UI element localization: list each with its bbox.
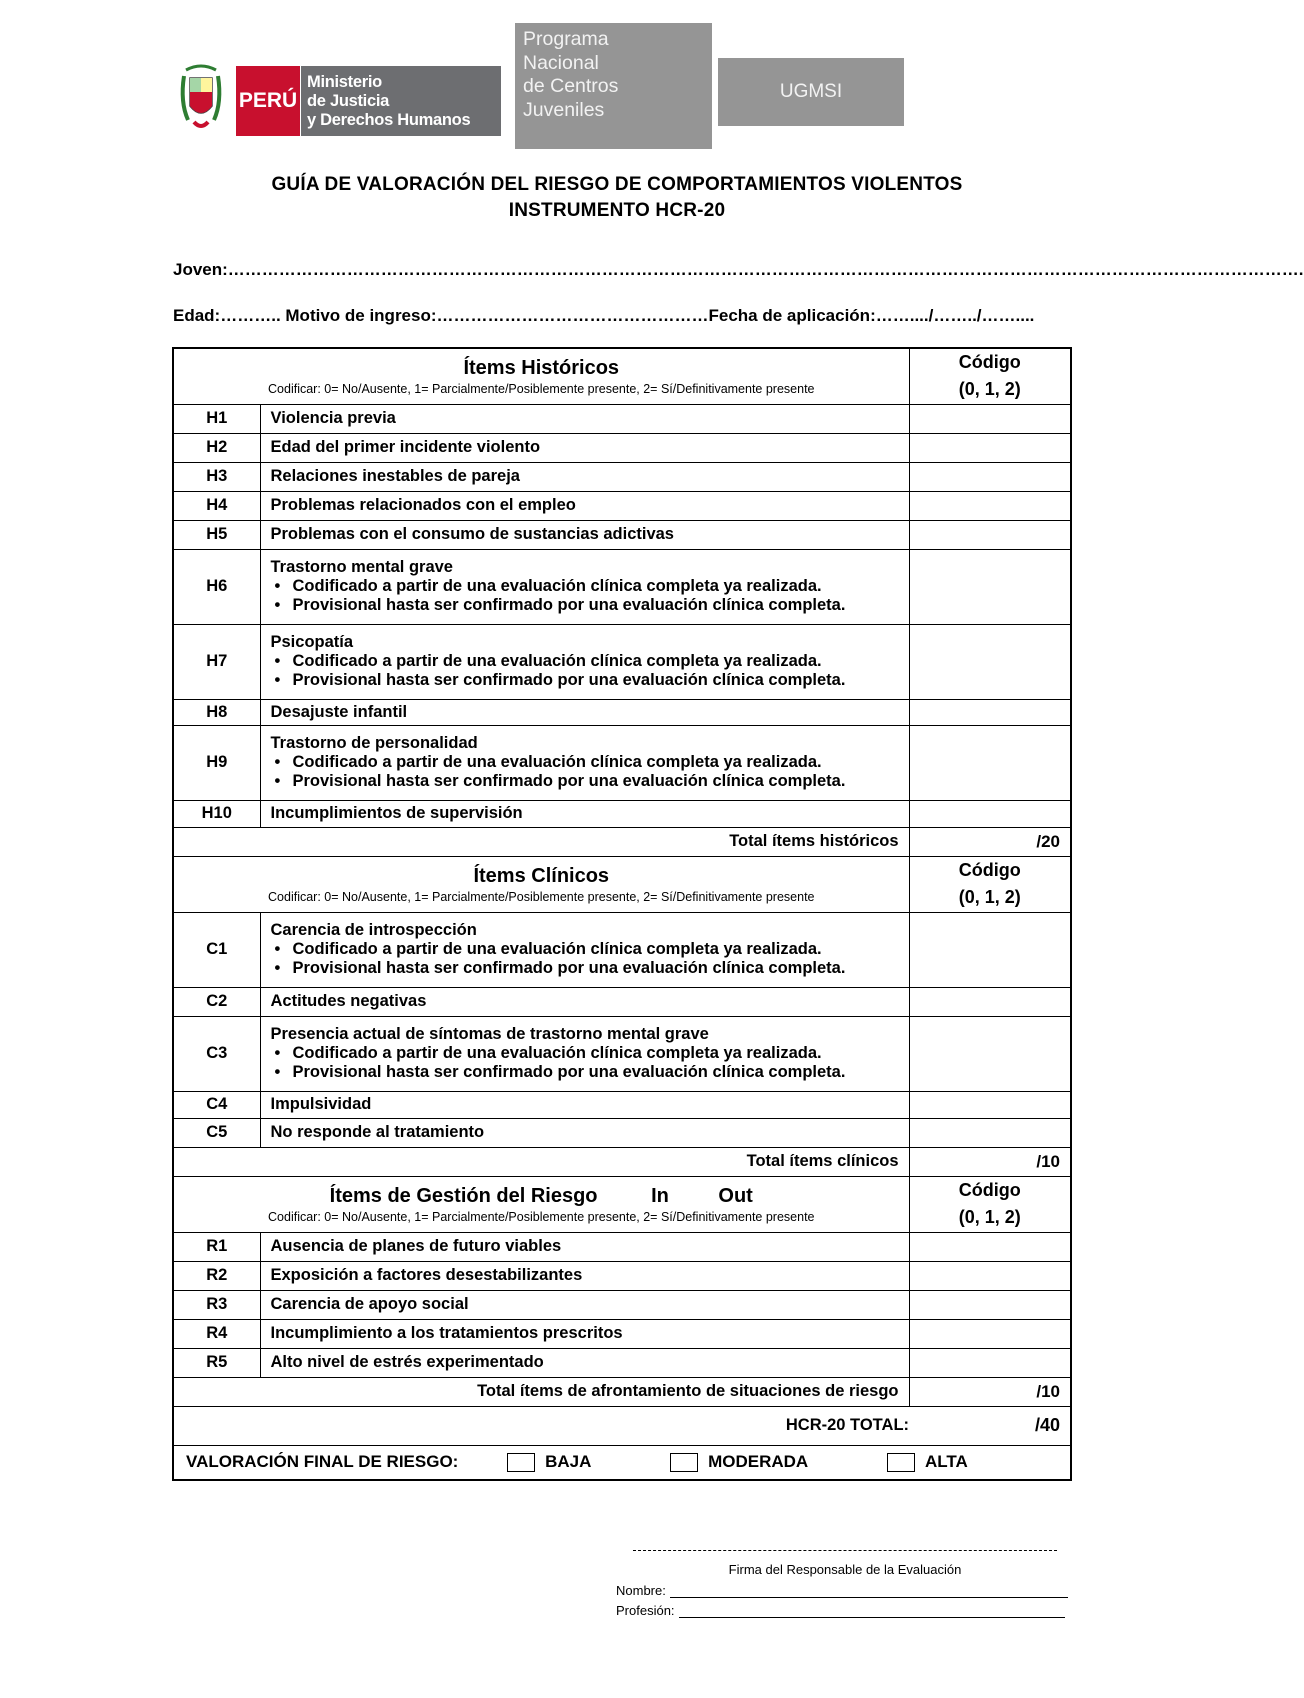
table-row [173,1319,1071,1348]
item-code: R3 [173,1290,260,1319]
profession-input-line[interactable] [679,1604,1065,1618]
table-row [173,624,1071,699]
total-value[interactable]: /10 [909,1377,1071,1406]
table-row [173,1232,1071,1261]
code-column-header: Código [958,1180,1021,1200]
coding-instructions: Codificar: 0= No/Ausente, 1= Parcialmente/Posiblemente presente, 2= Sí/Definitivamente presente [268,890,815,904]
out-label: Out [718,1185,753,1207]
bullet-item: • Codificado a partir de una evaluación clínica completa ya realizada. [271,940,899,959]
section-title: Ítems de Gestión del Riesgo [329,1185,598,1207]
total-row-riesgo [173,1377,1071,1406]
table-row [173,1118,1071,1147]
bullet-item: • Codificado a partir de una evaluación clínica completa ya realizada. [271,753,899,772]
rating-option-baja[interactable] [507,1452,591,1472]
name-input-line[interactable] [670,1584,1068,1598]
item-code: H2 [173,433,260,462]
rating-option-label: ALTA [924,1452,968,1472]
item-description: Edad del primer incidente violento [260,433,909,462]
score-cell[interactable] [909,1261,1071,1290]
item-code: H6 [173,549,260,624]
grand-total-value[interactable]: /40 [909,1406,1071,1445]
score-cell[interactable] [909,549,1071,624]
item-description: Carencia de introspección [270,921,477,939]
item-description: No responde al tratamiento [260,1118,909,1147]
table-row [173,462,1071,491]
ministry-line-1: Ministerio [307,73,382,91]
item-description: Impulsividad [260,1091,909,1118]
score-cell[interactable] [909,462,1071,491]
table-row [173,404,1071,433]
final-rating-label: VALORACIÓN FINAL DE RIESGO: [186,1452,459,1472]
item-code: C5 [173,1118,260,1147]
item-code: H3 [173,462,260,491]
edad-motivo-fecha-field[interactable]: Edad:……….. Motivo de ingreso:…………………………………………Fecha de aplicación:……..../……../…….... [173,306,1035,325]
rating-option-label: MODERADA [708,1452,809,1472]
document-header [0,0,1200,160]
item-code: H4 [173,491,260,520]
grand-total-label: HCR-20 TOTAL: [173,1406,909,1445]
item-description: Relaciones inestables de pareja [260,462,909,491]
score-cell[interactable] [909,491,1071,520]
checkbox[interactable] [507,1453,535,1472]
item-description: Actitudes negativas [260,987,909,1016]
coding-instructions: Codificar: 0= No/Ausente, 1= Parcialmente/Posiblemente presente, 2= Sí/Definitivamente presente [268,382,815,397]
document-title: GUÍA DE VALORACIÓN DEL RIESGO DE COMPORTAMIENTOS VIOLENTOS [271,174,963,195]
table-row [173,800,1071,827]
table-row [173,1348,1071,1377]
score-cell[interactable] [909,1091,1071,1118]
item-description: Presencia actual de síntomas de trastorno mental grave [270,1025,709,1043]
item-description: Carencia de apoyo social [260,1290,909,1319]
total-row-historicos [173,827,1071,856]
score-cell[interactable] [909,520,1071,549]
item-code: R2 [173,1261,260,1290]
document-subtitle: INSTRUMENTO HCR-20 [508,200,726,221]
item-description: Psicopatía [270,633,354,651]
total-row-clinicos [173,1147,1071,1176]
score-cell[interactable] [909,912,1071,987]
score-cell[interactable] [909,1319,1071,1348]
rating-option-moderada[interactable] [670,1452,808,1472]
name-label: Nombre: [616,1583,666,1598]
item-description: Trastorno de personalidad [270,734,478,752]
score-cell[interactable] [909,800,1071,827]
profession-field [616,1603,1065,1618]
table-row [173,1016,1071,1091]
bullet-item: • Provisional hasta ser confirmado por una evaluación clínica completa. [271,772,899,791]
score-cell[interactable] [909,987,1071,1016]
ministry-line-2: de Justicia [307,92,389,110]
section-header-historicos [173,348,1071,404]
section-title: Ítems Clínicos [473,865,610,887]
item-description: Trastorno mental grave [270,558,453,576]
peru-label: PERÚ [236,66,300,136]
program-box [515,23,712,149]
ministry-line-3: y Derechos Humanos [307,111,471,129]
score-cell[interactable] [909,404,1071,433]
table-row [173,699,1071,725]
code-column-header: Código [958,352,1021,373]
coding-instructions: Codificar: 0= No/Ausente, 1= Parcialmente/Posiblemente presente, 2= Sí/Definitivamente presente [268,1210,815,1224]
item-description: Problemas con el consumo de sustancias adictivas [260,520,909,549]
section-header-clinicos [173,856,1071,912]
in-label: In [651,1185,669,1207]
table-row [173,1290,1071,1319]
ministry-logo-text [301,66,501,136]
table-row [173,433,1071,462]
item-description: Alto nivel de estrés experimentado [260,1348,909,1377]
score-cell[interactable] [909,1118,1071,1147]
signature-line[interactable] [633,1550,1057,1551]
code-range: (0, 1, 2) [958,379,1021,400]
total-label: Total ítems históricos [173,827,909,856]
name-field [616,1583,1068,1598]
bullet-item: • Provisional hasta ser confirmado por una evaluación clínica completa. [271,671,899,690]
signature-caption: Firma del Responsable de la Evaluación [728,1562,962,1577]
item-description: Incumplimiento a los tratamientos prescritos [260,1319,909,1348]
item-code: R5 [173,1348,260,1377]
item-code: H7 [173,624,260,699]
evaluation-table [172,347,1072,1481]
bullet-item: • Provisional hasta ser confirmado por una evaluación clínica completa. [271,596,899,615]
checkbox[interactable] [887,1453,915,1472]
item-code: C1 [173,912,260,987]
program-line-4: Juveniles [523,98,605,121]
section-header-riesgo [173,1176,1071,1232]
total-value[interactable]: /10 [909,1147,1071,1176]
score-cell[interactable] [909,1232,1071,1261]
table-row [173,520,1071,549]
table-row [173,1261,1071,1290]
table-row [173,912,1071,987]
program-line-2: Nacional [523,51,599,74]
item-code: C3 [173,1016,260,1091]
code-column-header: Código [958,860,1021,880]
rating-option-alta[interactable] [887,1452,968,1472]
bullet-item: • Codificado a partir de una evaluación clínica completa ya realizada. [271,1044,899,1063]
total-label: Total ítems de afrontamiento de situaciones de riesgo [173,1377,909,1406]
item-code: C2 [173,987,260,1016]
item-description: Desajuste infantil [260,699,909,725]
final-rating-row [173,1445,1071,1480]
score-cell[interactable] [909,699,1071,725]
score-cell[interactable] [909,433,1071,462]
unit-box: UGMSI [718,58,904,126]
score-cell[interactable] [909,1290,1071,1319]
item-code: H1 [173,404,260,433]
total-value[interactable]: /20 [909,827,1071,856]
item-code: R4 [173,1319,260,1348]
rating-option-label: BAJA [545,1452,592,1472]
profession-label: Profesión: [616,1603,675,1618]
table-row [173,491,1071,520]
program-line-3: de Centros [523,75,619,97]
grand-total-row [173,1406,1071,1445]
total-label: Total ítems clínicos [173,1147,909,1176]
bullet-item: • Codificado a partir de una evaluación clínica completa ya realizada. [271,652,899,671]
table-row [173,549,1071,624]
bullet-item: • Provisional hasta ser confirmado por una evaluación clínica completa. [271,959,899,978]
code-range: (0, 1, 2) [958,1207,1021,1227]
item-code: H8 [173,699,260,725]
score-cell[interactable] [909,624,1071,699]
bullet-item: • Provisional hasta ser confirmado por una evaluación clínica completa. [271,1063,899,1082]
bullet-item: • Codificado a partir de una evaluación clínica completa ya realizada. [271,577,899,596]
table-row [173,987,1071,1016]
item-description: Exposición a factores desestabilizantes [260,1261,909,1290]
score-cell[interactable] [909,725,1071,800]
joven-field[interactable]: Joven:………………………………………………………………………………………………………………………………………………………………………. [173,260,1304,279]
table-row [173,1091,1071,1118]
item-code: H9 [173,725,260,800]
program-line-1: Programa [523,28,609,50]
section-title: Ítems Históricos [463,357,620,380]
table-row [173,725,1071,800]
item-description: Problemas relacionados con el empleo [260,491,909,520]
item-description: Ausencia de planes de futuro viables [260,1232,909,1261]
item-code: H10 [173,800,260,827]
item-description: Violencia previa [260,404,909,433]
item-code: C4 [173,1091,260,1118]
code-range: (0, 1, 2) [958,887,1021,907]
score-cell[interactable] [909,1016,1071,1091]
score-cell[interactable] [909,1348,1071,1377]
item-description: Incumplimientos de supervisión [260,800,909,827]
item-code: H5 [173,520,260,549]
checkbox[interactable] [670,1453,698,1472]
coat-of-arms-icon [178,62,224,134]
item-code: R1 [173,1232,260,1261]
